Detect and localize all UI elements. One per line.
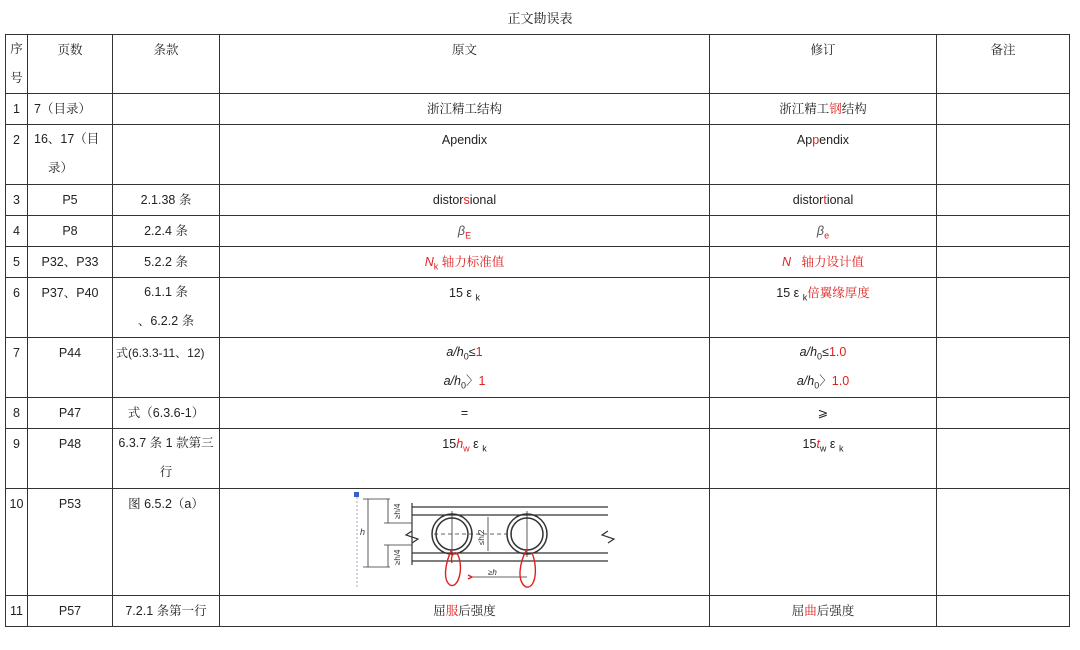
cell-seq: 5 bbox=[6, 247, 28, 278]
cell-seq: 9 bbox=[6, 429, 28, 489]
cell-seq: 7 bbox=[6, 338, 28, 398]
cell-revised: distortional bbox=[710, 185, 937, 216]
cell-page: P8 bbox=[28, 216, 113, 247]
cell-remark bbox=[937, 398, 1070, 429]
table-row bbox=[6, 338, 1070, 398]
header-revised: 修订 bbox=[710, 35, 937, 94]
cell-page: P32、P33 bbox=[28, 247, 113, 278]
cell-remark bbox=[937, 185, 1070, 216]
cell-original: 屈服后强度 bbox=[220, 596, 710, 627]
cell-clause: 6.1.1 条 、6.2.2 条 bbox=[113, 278, 220, 338]
cell-revised bbox=[710, 489, 937, 596]
cell-page: P57 bbox=[28, 596, 113, 627]
cell-original: distorsional bbox=[220, 185, 710, 216]
cell-revised: 屈曲后强度 bbox=[710, 596, 937, 627]
dim-h4-bottom: ≥h/4 bbox=[393, 549, 402, 565]
cell-clause: 2.2.4 条 bbox=[113, 216, 220, 247]
errata-table bbox=[5, 34, 1070, 627]
cell-page: P37、P40 bbox=[28, 278, 113, 338]
cell-original: $a/h_0\le 1$ $a/h_0$〉1 bbox=[220, 338, 710, 398]
table-row bbox=[6, 398, 1070, 429]
cell-revised: $\beta_e$ bbox=[710, 216, 937, 247]
cell-remark bbox=[937, 278, 1070, 338]
table-row bbox=[6, 185, 1070, 216]
cell-seq: 1 bbox=[6, 94, 28, 125]
table-row bbox=[6, 429, 1070, 489]
dim-h: h bbox=[360, 527, 366, 537]
cell-page: 7（目录） bbox=[28, 94, 113, 125]
cell-original-figure bbox=[220, 489, 710, 596]
table-row bbox=[6, 489, 1070, 596]
dim-h2: ≤h/2 bbox=[477, 529, 486, 545]
cell-clause: 5.2.2 条 bbox=[113, 247, 220, 278]
cell-page: P5 bbox=[28, 185, 113, 216]
table-row bbox=[6, 278, 1070, 338]
cell-seq: 6 bbox=[6, 278, 28, 338]
header-seq: 序 号 bbox=[6, 35, 28, 94]
cell-clause: 2.1.38 条 bbox=[113, 185, 220, 216]
cell-original: 15 ε $_k$ bbox=[220, 278, 710, 338]
cell-revised: 15 ε $_k$倍翼缘厚度 bbox=[710, 278, 937, 338]
cell-clause: 式（6.3.6-1） bbox=[113, 398, 220, 429]
cell-clause: 6.3.7 条 1 款第三 行 bbox=[113, 429, 220, 489]
header-original: 原文 bbox=[220, 35, 710, 94]
hole-spacing-figure bbox=[220, 489, 710, 595]
cell-revised: Appendix bbox=[710, 125, 937, 185]
cell-seq: 2 bbox=[6, 125, 28, 185]
cell-seq: 8 bbox=[6, 398, 28, 429]
cell-remark bbox=[937, 125, 1070, 185]
cell-seq: 3 bbox=[6, 185, 28, 216]
cell-remark bbox=[937, 216, 1070, 247]
cell-original: $15h_w$ ε $_k$ bbox=[220, 429, 710, 489]
cell-page: P53 bbox=[28, 489, 113, 596]
header-remark: 备注 bbox=[937, 35, 1070, 94]
cell-original: = bbox=[220, 398, 710, 429]
cell-seq: 11 bbox=[6, 596, 28, 627]
table-row bbox=[6, 247, 1070, 278]
cell-remark bbox=[937, 247, 1070, 278]
cell-page: P44 bbox=[28, 338, 113, 398]
cell-clause bbox=[113, 125, 220, 185]
cell-page: P48 bbox=[28, 429, 113, 489]
dim-h4-top: ≥h/4 bbox=[393, 503, 402, 519]
cell-revised: N 轴力设计值 bbox=[710, 247, 937, 278]
table-row bbox=[6, 94, 1070, 125]
cell-seq: 4 bbox=[6, 216, 28, 247]
cell-remark bbox=[937, 489, 1070, 596]
table-row bbox=[6, 216, 1070, 247]
cell-clause: 式(6.3.3-11、12) bbox=[113, 338, 220, 398]
header-page: 页数 bbox=[28, 35, 113, 94]
cell-revised: $15t_w$ ε $_k$ bbox=[710, 429, 937, 489]
page-title: 正文勘误表 bbox=[507, 11, 573, 26]
cell-original: Apendix bbox=[220, 125, 710, 185]
cell-remark bbox=[937, 429, 1070, 489]
cell-clause: 图 6.5.2（a） bbox=[113, 489, 220, 596]
selection-handle bbox=[354, 492, 359, 497]
cell-page: 16、17（目 录） bbox=[28, 125, 113, 185]
cell-remark bbox=[937, 596, 1070, 627]
cell-seq: 10 bbox=[6, 489, 28, 596]
cell-revised: $a/h_0\le 1.0$ $a/h_0$〉1.0 bbox=[710, 338, 937, 398]
cell-original: $N_k$ 轴力标准值 bbox=[220, 247, 710, 278]
cell-clause: 7.2.1 条第一行 bbox=[113, 596, 220, 627]
cell-revised: ⩾ bbox=[710, 398, 937, 429]
cell-clause bbox=[113, 94, 220, 125]
cell-revised: 浙江精工钢结构 bbox=[710, 94, 937, 125]
header-row bbox=[6, 35, 1070, 94]
header-clause: 条款 bbox=[113, 35, 220, 94]
cell-remark bbox=[937, 94, 1070, 125]
table-row bbox=[6, 596, 1070, 627]
cell-original: $\beta_E$ bbox=[220, 216, 710, 247]
table-row bbox=[6, 125, 1070, 185]
cell-page: P47 bbox=[28, 398, 113, 429]
dim-h-bottom: ≥h bbox=[488, 568, 497, 577]
cell-original: 浙江精工结构 bbox=[220, 94, 710, 125]
cell-remark bbox=[937, 338, 1070, 398]
